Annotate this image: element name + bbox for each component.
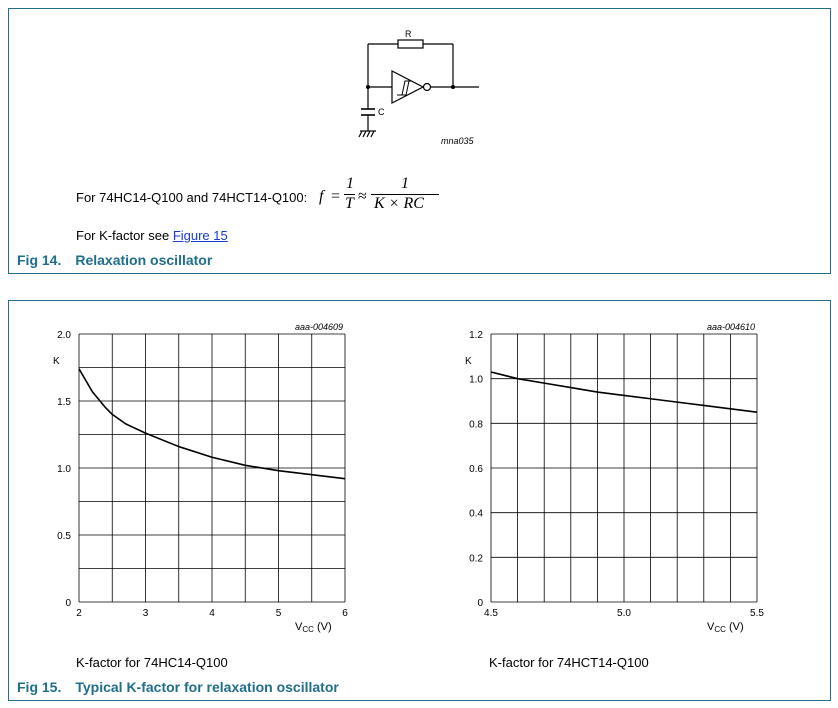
figure-14-caption xyxy=(17,252,212,268)
formula-approx: ≈ xyxy=(358,188,367,205)
figure-15-caption xyxy=(17,679,339,695)
y-tick-label: 1.0 xyxy=(57,464,71,475)
formula-intro: For 74HC14-Q100 and 74HCT14-Q100: xyxy=(76,190,308,205)
right-subcaption: K-factor for 74HCT14-Q100 xyxy=(489,655,649,670)
caption-number: Fig 14. xyxy=(17,252,62,268)
y-tick-label: 0.2 xyxy=(469,553,483,565)
formula-T: T xyxy=(345,195,354,212)
resistor xyxy=(398,40,423,48)
formula-f: f xyxy=(319,188,324,205)
chart-code: aaa-004609 xyxy=(294,322,343,332)
x-tick-label: 5 xyxy=(275,608,282,619)
resistor-label: R xyxy=(405,29,412,39)
x-tick-label: 5.5 xyxy=(750,608,764,619)
y-tick-label: 0.5 xyxy=(57,531,71,542)
chart-74hct14 xyxy=(419,301,829,646)
x-tick-label: 2 xyxy=(76,608,82,619)
x-tick-label: 4.5 xyxy=(484,608,498,619)
figure-15-link[interactable]: Figure 15 xyxy=(172,228,228,243)
formula-one-a: 1 xyxy=(346,175,354,192)
x-tick-label: 6 xyxy=(342,608,348,619)
figure-14-panel xyxy=(8,8,831,274)
left-subcaption: K-factor for 74HC14-Q100 xyxy=(76,655,228,670)
figure-15-panel xyxy=(8,300,831,701)
caption-title: Typical K-factor for relaxation oscillator xyxy=(75,679,339,695)
y-tick-label: 2.0 xyxy=(57,330,71,341)
y-tick-label: 0.8 xyxy=(469,419,483,431)
kfactor-reference xyxy=(76,228,228,243)
kfactor-text: For K-factor see xyxy=(76,228,173,243)
frequency-formula xyxy=(319,173,449,223)
y-tick-label: 1.0 xyxy=(469,374,483,386)
y-axis-label: K xyxy=(465,356,472,367)
y-tick-label: 0 xyxy=(477,598,483,609)
y-tick-label: 1.5 xyxy=(57,397,71,408)
capacitor-label: C xyxy=(378,107,385,117)
formula-eq: = xyxy=(331,188,341,205)
formula-denominator: K × RC xyxy=(374,195,424,212)
caption-title: Relaxation oscillator xyxy=(75,252,213,268)
figure-code: mna035 xyxy=(441,136,474,146)
formula-one-b: 1 xyxy=(401,175,409,192)
y-tick-label: 1.2 xyxy=(469,330,483,341)
y-tick-label: 0.4 xyxy=(469,508,483,520)
chart-code: aaa-004610 xyxy=(706,322,755,332)
caption-number: Fig 15. xyxy=(17,679,62,695)
x-tick-label: 4 xyxy=(209,608,215,619)
x-axis-label: VCC (V) xyxy=(707,621,744,634)
x-axis-label: VCC (V) xyxy=(295,621,332,634)
oscillator-schematic xyxy=(9,9,832,169)
x-tick-label: 3 xyxy=(142,608,149,619)
y-axis-label: K xyxy=(53,356,60,367)
y-tick-label: 0 xyxy=(65,598,71,609)
x-tick-label: 5.0 xyxy=(617,608,631,619)
chart-74hc14 xyxy=(9,301,409,646)
y-tick-label: 0.6 xyxy=(469,464,483,475)
